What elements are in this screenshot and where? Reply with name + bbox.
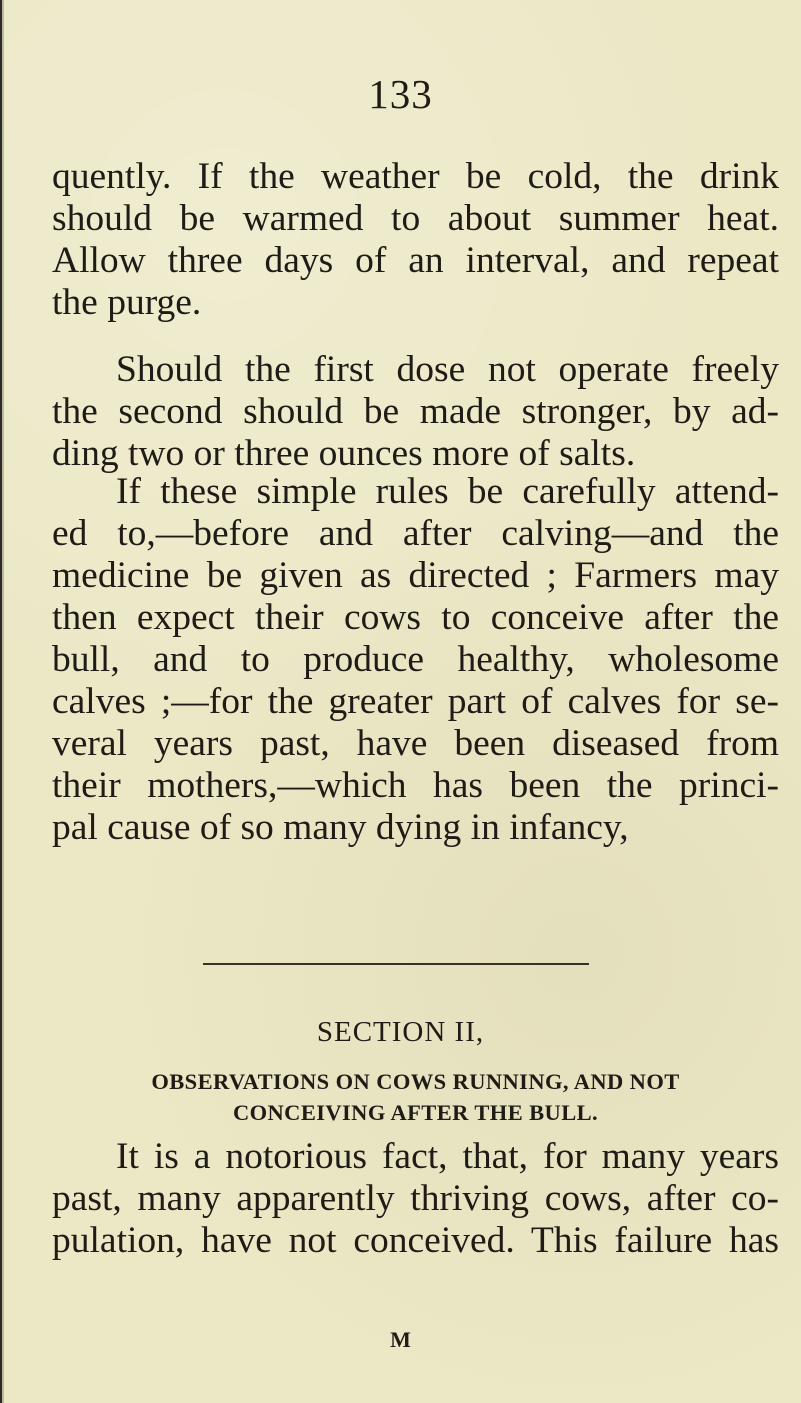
text-line: their mothers,—which has been the princi- xyxy=(52,765,779,806)
page-number: 133 xyxy=(368,71,433,117)
text-line: then expect their cows to conceive after the xyxy=(52,597,779,638)
paragraph-4 xyxy=(52,1136,779,1262)
section-title: SECTION II, xyxy=(316,1016,485,1048)
signature-mark: M xyxy=(390,1327,411,1352)
paragraph-1 xyxy=(52,156,779,324)
text-line: calves ;—for the greater part of calves for se- xyxy=(52,681,779,722)
text-line: the purge. xyxy=(52,282,202,323)
section-subtitle-line: CONCEIVING AFTER THE BULL. xyxy=(232,1100,599,1125)
text-line: It is a notorious fact, that, for many years xyxy=(116,1136,779,1177)
text-line: medicine be given as directed ; Farmers may xyxy=(52,555,779,596)
paragraph-2 xyxy=(52,349,779,475)
text-line: the second should be made stronger, by ad- xyxy=(52,391,779,432)
text-line: should be warmed to about summer heat. xyxy=(52,198,779,239)
text-line: quently. If the weather be cold, the drink xyxy=(52,156,779,197)
text-line: ding two or three ounces more of salts. xyxy=(52,433,636,474)
section-divider xyxy=(203,963,589,965)
text-line: past, many apparently thriving cows, after co- xyxy=(52,1178,779,1219)
text-line: veral years past, have been diseased from xyxy=(52,723,779,764)
text-line: pal cause of so many dying in infancy, xyxy=(52,807,629,848)
text-line: If these simple rules be carefully attend- xyxy=(116,471,779,512)
text-line: Allow three days of an interval, and repeat xyxy=(52,240,779,281)
text-line: Should the first dose not operate freely xyxy=(116,349,779,390)
binding-edge xyxy=(0,0,6,1403)
text-line: pulation, have not conceived. This failure has xyxy=(52,1220,779,1261)
text-line: bull, and to produce healthy, wholesome xyxy=(52,639,779,680)
text-line: ed to,—before and after calving—and the xyxy=(52,513,779,554)
section-subtitle-line: OBSERVATIONS ON COWS RUNNING, AND NOT xyxy=(151,1069,680,1094)
paragraph-3 xyxy=(52,471,779,849)
